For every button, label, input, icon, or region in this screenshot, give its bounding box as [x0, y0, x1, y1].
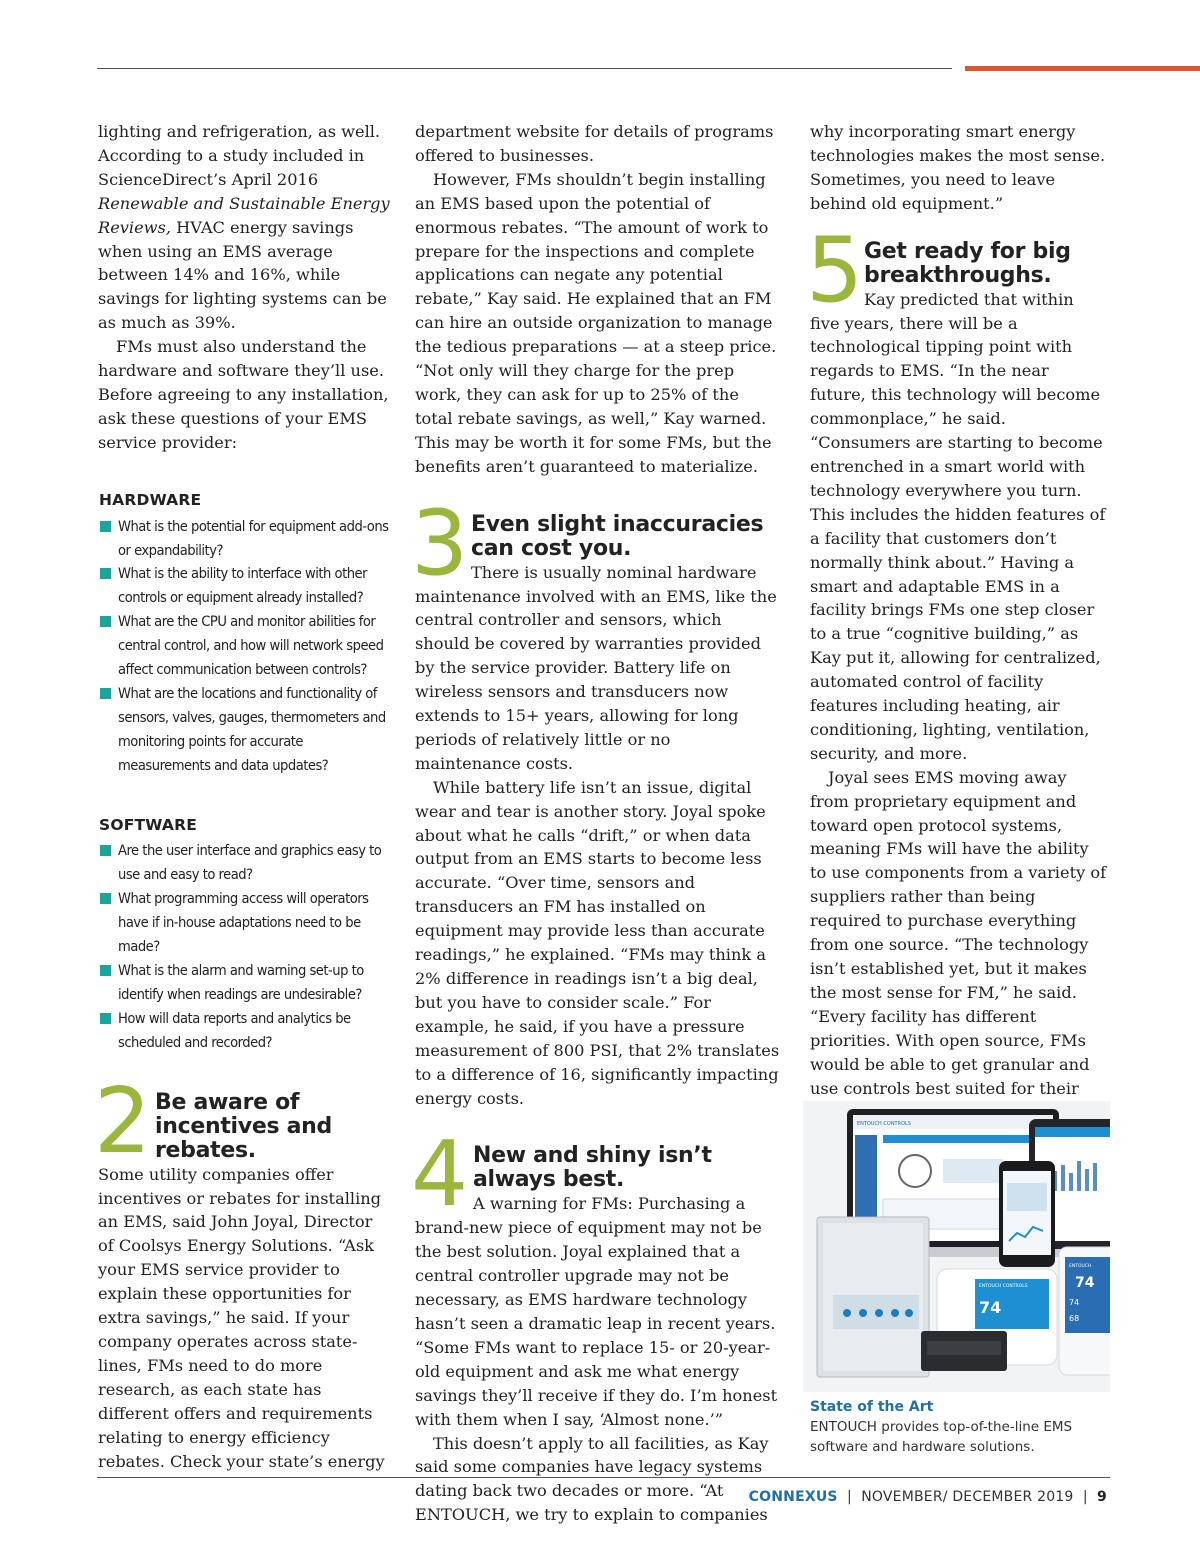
- section-title: Be aware of incentives and rebates.: [155, 1089, 332, 1163]
- square-bullet-icon: [100, 845, 111, 856]
- software-heading: SOFTWARE: [99, 815, 198, 834]
- thermostat-brand: ENTOUCH CONTROLS: [979, 1284, 1028, 1289]
- journal-title: Renewable and Sustainable Energy Reviews,: [98, 193, 390, 237]
- section-number: 3: [411, 490, 469, 596]
- header-accent-bar: [965, 66, 1200, 71]
- wall-thermostat-brand: ENTOUCH: [1069, 1264, 1092, 1269]
- square-bullet-icon: [100, 893, 111, 904]
- list-item: What is the ability to interface with other controls or equipment already installed?: [98, 562, 390, 610]
- magazine-name: CONNEXUS: [748, 1489, 838, 1505]
- wall-thermostat-temperature: 74: [1075, 1275, 1095, 1291]
- section-2-heading: [94, 1068, 390, 1174]
- square-bullet-icon: [100, 568, 111, 579]
- list-item: What are the locations and functionality of sensors, valves, gauges, thermometers and monitoring points for accurate measurements and data updates?: [98, 682, 390, 778]
- section-number: 4: [411, 1122, 469, 1228]
- caption-title: State of the Art: [810, 1399, 934, 1415]
- list-item: What programming access will operators have if in-house adaptations need to be made?: [98, 887, 390, 959]
- section-2-paragraph-1: Some utility companies offer incentives or rebates for installing an EMS, said John Joyal, Director of Coolsys Energy Solutions. “Ask your EMS service provider to explain these opportunities for extra savings,” he said. If your company operates across state-lines, FMs need to do more research, as each state has different offers and requirements relating to energy efficiency rebates. Check your state’s energy: [98, 1164, 385, 1471]
- software-question-list: [98, 839, 390, 1054]
- page-footer: CONNEXUS | NOVEMBER/ DECEMBER 2019 | 9: [748, 1489, 1107, 1505]
- section-3-paragraph-2: While battery life isn’t an issue, digital wear and tear is another story. Joyal spoke about what he calls “drift,” or when data output from an EMS starts to become less accurate. “Over time, sensors and transducers an FM has installed on equipment may provide less than accurate readings,” he explained. “FMs may think a 2% difference in readings isn’t a big deal, but you have to consider scale.” For example, he said, if you have a pressure measurement of 800 PSI, that 2% translates to a difference of 16, significantly impacting energy costs.: [415, 777, 780, 1108]
- section-number: 5: [806, 217, 864, 323]
- thermostat-temperature: 74: [979, 1298, 1002, 1317]
- hardware-heading: HARDWARE: [99, 490, 202, 509]
- col1-paragraph-2: FMs must also understand the hardware and software they’ll use. Before agreeing to any installation, ask these questions of your EMS service provider:: [98, 337, 389, 452]
- list-item: Are the user interface and graphics easy to use and easy to read?: [98, 839, 390, 887]
- page-number: 9: [1097, 1489, 1107, 1505]
- square-bullet-icon: [100, 521, 111, 532]
- caption-text: ENTOUCH provides top-of-the-line EMS software and hardware solutions.: [810, 1419, 1073, 1455]
- col1-paragraph-1: lighting and refrigeration, as well. According to a study included in ScienceDirect’s April 2016 Renewable and Sustainable Energy Reviews, HVAC energy savings when using an EMS average between 14% and 16%, while savings for lighting systems can be as much as 39%.: [98, 122, 390, 333]
- list-item: How will data reports and analytics be scheduled and recorded?: [98, 1007, 390, 1055]
- list-item: What are the CPU and monitor abilities for central control, and how will network speed affect communication between controls?: [98, 610, 390, 682]
- section-3-heading: [411, 490, 781, 596]
- header-rule: [97, 68, 952, 69]
- square-bullet-icon: [100, 1013, 111, 1024]
- footer-rule: [97, 1477, 1110, 1478]
- section-4-paragraph-1: A warning for FMs: Purchasing a brand-new piece of equipment may not be the best solution. Joyal explained that a central controller upgrade may not be necessary, as EMS hardware technology hasn’t seen a dramatic leap in recent years. “Some FMs want to replace 15- or 20-year-old equipment and ask me what energy savings they’ll receive if they do. I’m honest with them when I say, ‘Almost none.’”: [415, 1194, 778, 1429]
- product-photo: [803, 1101, 1110, 1392]
- section-4-paragraph-2: This doesn’t apply to all facilities, as Kay said some companies have legacy systems dating back two decades or more. “At ENTOUCH, we try to explain to companies: [415, 1433, 769, 1525]
- issue-date: NOVEMBER/ DECEMBER 2019: [861, 1489, 1074, 1505]
- section-title: New and shiny isn’t always best.: [473, 1143, 712, 1193]
- list-item: What is the potential for equipment add-ons or expandability?: [98, 515, 390, 563]
- section-3-paragraph-1: There is usually nominal hardware maintenance involved with an EMS, like the central controller and sensors, which should be covered by warranties provided by the service provider. Battery life on wireless sensors and transducers now extends to 15+ years, allowing for long periods of relatively little or no maintenance costs.: [415, 562, 777, 773]
- list-item: What is the alarm and warning set-up to identify when readings are undesirable?: [98, 959, 390, 1007]
- col2-paragraph-1: department website for details of programs offered to businesses.: [415, 122, 774, 165]
- column-1: [94, 120, 390, 1473]
- column-2: [411, 120, 781, 1527]
- section-5-paragraph-1: Kay predicted that within five years, there will be a technological tipping point with regards to EMS. “In the near future, this technology will become commonplace,” he said. “Consumers are starting to become entrenched in a smart world with technology everywhere you turn. This includes the hidden features of a facility that customers don’t normally think about.” Having a smart and adaptable EMS in a facility brings FMs one step closer to a true “cognitive building,” as Kay put it, allowing for centralized, automated control of facility features including heating, air conditioning, lighting, ventilation, security, and more.: [810, 289, 1106, 763]
- square-bullet-icon: [100, 688, 111, 699]
- section-title: Get ready for big breakthroughs.: [864, 238, 1071, 288]
- section-5-heading: [806, 217, 1108, 323]
- col2-paragraph-2: However, FMs shouldn’t begin installing an EMS based upon the potential of enormous rebates. “The amount of work to prepare for the inspections and complete applications can negate any potential rebate,” Kay said. He explained that an FM can hire an outside organization to manage the tedious preparations — at a steep price. “Not only will they charge for the prep work, they can ask for up to 25% of the total rebate savings, as well,” Kay warned. This may be worth it for some FMs, but the benefits aren’t guaranteed to materialize.: [415, 169, 777, 476]
- wall-thermostat-setpoint-heat: 74: [1069, 1298, 1080, 1307]
- ems-devices-illustration: [803, 1101, 1110, 1392]
- square-bullet-icon: [100, 616, 111, 627]
- section-4-heading: [411, 1122, 781, 1228]
- hardware-question-list: [98, 515, 390, 778]
- section-title: Even slight inaccuracies can cost you.: [471, 511, 764, 561]
- col3-paragraph-1: why incorporating smart energy technologies makes the most sense. Sometimes, you need to leave behind old equipment.”: [810, 122, 1106, 213]
- laptop-logo: ENTOUCH CONTROLS: [857, 1121, 911, 1127]
- column-3: [806, 120, 1108, 1126]
- photo-caption: [810, 1397, 1110, 1457]
- square-bullet-icon: [100, 965, 111, 976]
- section-5-paragraph-2: Joyal sees EMS moving away from proprietary equipment and toward open protocol systems, meaning FMs will have the ability to use components from a variety of suppliers rather than being required to purchase everything from one source. “The technology isn’t established yet, but it makes the most sense for FM,” he said. “Every facility has different priorities. With open source, FMs would be able to get granular and use controls best suited for their: [810, 766, 1108, 1127]
- wall-thermostat-setpoint-cool: 68: [1069, 1314, 1080, 1323]
- section-number: 2: [94, 1068, 152, 1174]
